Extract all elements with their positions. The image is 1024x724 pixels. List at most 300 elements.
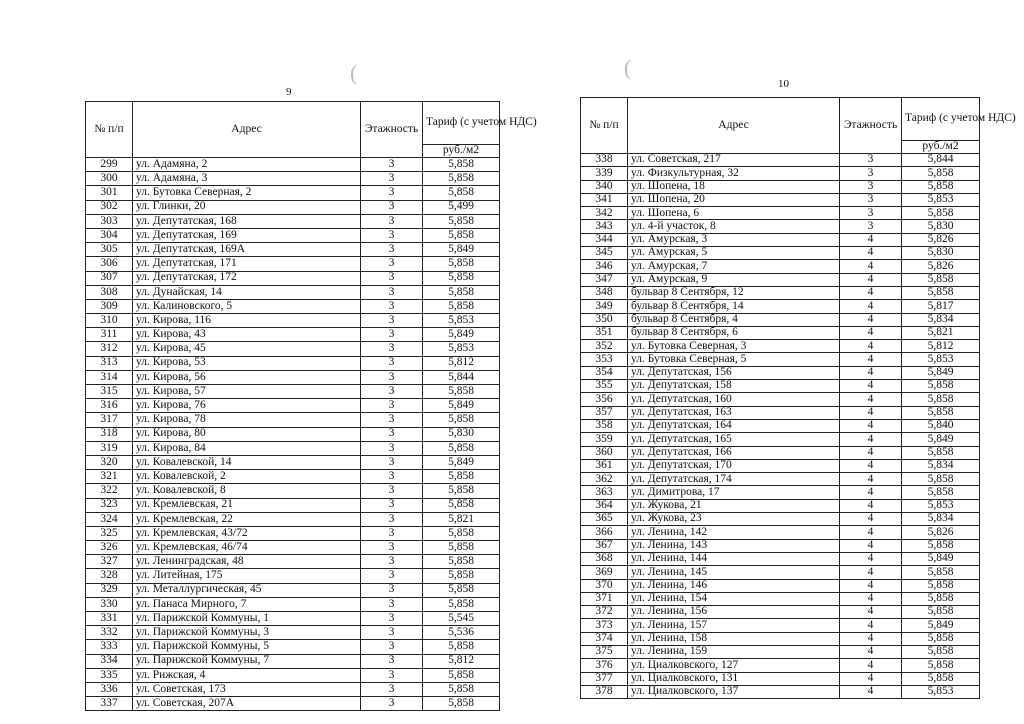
address-cell: ул. Депутатская, 169А: [133, 243, 361, 257]
address-cell: ул. Парижской Коммуны, 3: [133, 626, 361, 640]
row-number-cell: 316: [86, 399, 133, 413]
table-row: [581, 552, 980, 565]
table-row: [86, 654, 500, 668]
floors-cell: 3: [361, 555, 423, 569]
floors-cell: 3: [361, 271, 423, 285]
tariff-cell: 5,858: [902, 672, 980, 685]
tariff-cell: 5,844: [902, 154, 980, 167]
table-row: [86, 271, 500, 285]
row-number-cell: 302: [86, 200, 133, 214]
row-number-cell: 331: [86, 612, 133, 626]
row-number-cell: 320: [86, 455, 133, 469]
table-row: [581, 566, 980, 579]
row-number-cell: 375: [581, 645, 628, 658]
tariff-cell: 5,812: [423, 654, 500, 668]
row-number-cell: 373: [581, 619, 628, 632]
tariff-cell: 5,858: [423, 526, 500, 540]
table-row: [581, 286, 980, 299]
row-number-cell: 326: [86, 541, 133, 555]
address-cell: ул. Кирова, 57: [133, 385, 361, 399]
address-cell: бульвар 8 Сентября, 4: [628, 313, 840, 326]
floors-cell: 3: [361, 541, 423, 555]
floors-cell: 3: [361, 612, 423, 626]
address-cell: ул. Амурская, 3: [628, 233, 840, 246]
floors-cell: 4: [840, 233, 902, 246]
address-cell: ул. Ковалевской, 8: [133, 484, 361, 498]
table-row: [86, 583, 500, 597]
row-number-cell: 336: [86, 682, 133, 696]
table-row: [86, 257, 500, 271]
tariff-cell: 5,536: [423, 626, 500, 640]
address-cell: ул. Жукова, 21: [628, 499, 840, 512]
tariff-cell: 5,821: [423, 512, 500, 526]
tariff-cell: 5,858: [902, 406, 980, 419]
table-row: [86, 569, 500, 583]
row-number-cell: 310: [86, 314, 133, 328]
row-number-cell: 362: [581, 473, 628, 486]
row-number-cell: 308: [86, 285, 133, 299]
table-row: [86, 470, 500, 484]
floors-cell: 3: [361, 399, 423, 413]
row-number-cell: 313: [86, 356, 133, 370]
floors-cell: 3: [361, 654, 423, 668]
address-cell: ул. Кирова, 53: [133, 356, 361, 370]
address-cell: ул. Депутатская, 164: [628, 419, 840, 432]
floors-cell: 3: [361, 413, 423, 427]
row-number-cell: 369: [581, 566, 628, 579]
row-number-cell: 329: [86, 583, 133, 597]
floors-cell: 3: [361, 385, 423, 399]
floors-cell: 3: [361, 356, 423, 370]
tariff-cell: 5,830: [902, 247, 980, 260]
address-cell: ул. Советская, 173: [133, 682, 361, 696]
row-number-cell: 357: [581, 406, 628, 419]
address-cell: ул. Шопена, 18: [628, 180, 840, 193]
table-row: [86, 640, 500, 654]
address-cell: ул. Депутатская, 172: [133, 271, 361, 285]
header-num: № п/п: [581, 98, 628, 154]
table-row: [581, 499, 980, 512]
tariff-cell: 5,858: [423, 228, 500, 242]
row-number-cell: 305: [86, 243, 133, 257]
tariff-cell: 5,812: [423, 356, 500, 370]
row-number-cell: 341: [581, 193, 628, 206]
row-number-cell: 346: [581, 260, 628, 273]
table-row: [581, 353, 980, 366]
address-cell: ул. Ленина, 157: [628, 619, 840, 632]
address-cell: ул. Депутатская, 174: [628, 473, 840, 486]
table-row: [86, 555, 500, 569]
table-row: [581, 419, 980, 432]
address-cell: ул. Кирова, 43: [133, 328, 361, 342]
floors-cell: 3: [361, 370, 423, 384]
row-number-cell: 348: [581, 286, 628, 299]
address-cell: ул. Депутатская, 160: [628, 393, 840, 406]
tariff-cell: 5,858: [423, 498, 500, 512]
table-row: [581, 645, 980, 658]
tariff-cell: 5,858: [423, 186, 500, 200]
row-number-cell: 352: [581, 340, 628, 353]
row-number-cell: 337: [86, 697, 133, 711]
row-number-cell: 358: [581, 419, 628, 432]
floors-cell: 3: [361, 626, 423, 640]
row-number-cell: 330: [86, 597, 133, 611]
row-number-cell: 371: [581, 592, 628, 605]
floors-cell: 3: [361, 186, 423, 200]
table-row: [581, 233, 980, 246]
floors-cell: 3: [840, 193, 902, 206]
floors-cell: 4: [840, 579, 902, 592]
floors-cell: 3: [361, 597, 423, 611]
table-row: [581, 220, 980, 233]
floors-cell: 4: [840, 459, 902, 472]
tariff-table-page-10: [580, 97, 1016, 699]
address-cell: ул. Димитрова, 17: [628, 486, 840, 499]
table-row: [581, 513, 980, 526]
tariff-cell: 5,849: [902, 552, 980, 565]
tariff-cell: 5,858: [423, 385, 500, 399]
address-cell: ул. Бутовка Северная, 5: [628, 353, 840, 366]
tariff-cell: 5,853: [902, 353, 980, 366]
address-cell: ул. Парижской Коммуны, 7: [133, 654, 361, 668]
tariff-cell: 5,858: [423, 597, 500, 611]
tariff-cell: 5,858: [902, 645, 980, 658]
tariff-cell: 5,853: [902, 685, 980, 698]
address-cell: ул. Шопена, 20: [628, 193, 840, 206]
floors-cell: 4: [840, 353, 902, 366]
tariff-cell: 5,858: [423, 214, 500, 228]
table-row: [86, 370, 500, 384]
tariff-cell: 5,830: [902, 220, 980, 233]
tariff-cell: 5,849: [902, 366, 980, 379]
floors-cell: 3: [361, 214, 423, 228]
floors-cell: 3: [361, 427, 423, 441]
tariff-cell: 5,858: [902, 606, 980, 619]
tariff-cell: 5,817: [902, 300, 980, 313]
tariff-cell: 5,499: [423, 200, 500, 214]
tariff-cell: 5,858: [902, 380, 980, 393]
address-cell: ул. Рижская, 4: [133, 668, 361, 682]
tariff-cell: 5,858: [902, 659, 980, 672]
tariff-cell: 5,858: [423, 541, 500, 555]
address-cell: ул. Ленина, 156: [628, 606, 840, 619]
row-number-cell: 332: [86, 626, 133, 640]
tariff-cell: 5,830: [423, 427, 500, 441]
address-cell: ул. Депутатская, 168: [133, 214, 361, 228]
tariff-cell: 5,858: [423, 569, 500, 583]
tariff-cell: 5,844: [423, 370, 500, 384]
address-cell: ул. Кирова, 56: [133, 370, 361, 384]
address-cell: ул. Шопена, 6: [628, 207, 840, 220]
floors-cell: 3: [361, 682, 423, 696]
floors-cell: 3: [361, 455, 423, 469]
table-row: [581, 433, 980, 446]
address-cell: бульвар 8 Сентября, 12: [628, 286, 840, 299]
page-number-right: 10: [778, 78, 789, 90]
table-row: [581, 273, 980, 286]
floors-cell: 4: [840, 340, 902, 353]
table-row: [86, 455, 500, 469]
address-cell: ул. Ленина, 159: [628, 645, 840, 658]
row-number-cell: 350: [581, 313, 628, 326]
table-row: [86, 441, 500, 455]
row-number-cell: 306: [86, 257, 133, 271]
table-row: [581, 393, 980, 406]
floors-cell: 4: [840, 286, 902, 299]
row-number-cell: 309: [86, 299, 133, 313]
floors-cell: 4: [840, 326, 902, 339]
row-number-cell: 349: [581, 300, 628, 313]
tariff-cell: 5,858: [902, 592, 980, 605]
tariff-table-page-9: [85, 101, 537, 711]
floors-cell: 4: [840, 499, 902, 512]
tariff-cell: 5,545: [423, 612, 500, 626]
table-row: [86, 597, 500, 611]
table-row: [86, 484, 500, 498]
table-row: [581, 685, 980, 698]
floors-cell: 4: [840, 433, 902, 446]
floors-cell: 4: [840, 552, 902, 565]
row-number-cell: 324: [86, 512, 133, 526]
address-cell: ул. Адамяна, 2: [133, 158, 361, 172]
header-unit: руб./м2: [423, 145, 500, 158]
table-row: [86, 399, 500, 413]
table-row: [581, 446, 980, 459]
tariff-cell: 5,858: [423, 172, 500, 186]
address-cell: ул. Жукова, 23: [628, 513, 840, 526]
table-row: [581, 592, 980, 605]
table-row: [581, 326, 980, 339]
address-cell: ул. Советская, 217: [628, 154, 840, 167]
address-cell: ул. Советская, 207А: [133, 697, 361, 711]
floors-cell: 3: [361, 342, 423, 356]
address-cell: ул. Депутатская, 158: [628, 380, 840, 393]
tariff-cell: 5,834: [902, 459, 980, 472]
table-row: [86, 697, 500, 711]
table-row: [86, 158, 500, 172]
tariff-cell: 5,858: [902, 180, 980, 193]
table-row: [581, 579, 980, 592]
table-row: [86, 172, 500, 186]
row-number-cell: 322: [86, 484, 133, 498]
table-row: [581, 672, 980, 685]
tariff-cell: 5,849: [423, 243, 500, 257]
address-cell: ул. Депутатская, 171: [133, 257, 361, 271]
address-cell: ул. Кремлевская, 21: [133, 498, 361, 512]
table-row: [581, 606, 980, 619]
floors-cell: 4: [840, 446, 902, 459]
row-number-cell: 374: [581, 632, 628, 645]
address-cell: ул. Ленина, 158: [628, 632, 840, 645]
floors-cell: 3: [361, 441, 423, 455]
row-number-cell: 342: [581, 207, 628, 220]
floors-cell: 3: [361, 200, 423, 214]
tariff-cell: 5,849: [423, 399, 500, 413]
row-number-cell: 353: [581, 353, 628, 366]
scan-mark-left: (: [350, 60, 358, 85]
floors-cell: 3: [840, 207, 902, 220]
address-cell: ул. Циалковского, 127: [628, 659, 840, 672]
tariff-cell: 5,858: [423, 441, 500, 455]
table-row: [581, 313, 980, 326]
floors-cell: 4: [840, 300, 902, 313]
table-row: [581, 539, 980, 552]
address-cell: ул. Депутатская, 156: [628, 366, 840, 379]
floors-cell: 4: [840, 366, 902, 379]
tariff-cell: 5,826: [902, 233, 980, 246]
row-number-cell: 312: [86, 342, 133, 356]
row-number-cell: 377: [581, 672, 628, 685]
row-number-cell: 307: [86, 271, 133, 285]
row-number-cell: 363: [581, 486, 628, 499]
floors-cell: 4: [840, 313, 902, 326]
table-row: [581, 193, 980, 206]
row-number-cell: 340: [581, 180, 628, 193]
tariff-cell: 5,858: [423, 158, 500, 172]
table-row: [581, 486, 980, 499]
floors-cell: 3: [361, 158, 423, 172]
row-number-cell: 360: [581, 446, 628, 459]
floors-cell: 3: [361, 285, 423, 299]
table-row: [581, 167, 980, 180]
address-cell: ул. Ковалевской, 2: [133, 470, 361, 484]
row-number-cell: 303: [86, 214, 133, 228]
tariff-cell: 5,858: [902, 446, 980, 459]
tariff-cell: 5,858: [902, 579, 980, 592]
floors-cell: 3: [361, 569, 423, 583]
floors-cell: 4: [840, 513, 902, 526]
address-cell: ул. Депутатская, 165: [628, 433, 840, 446]
table-row: [581, 380, 980, 393]
table-row: [86, 228, 500, 242]
tariff-cell: 5,858: [423, 668, 500, 682]
row-number-cell: 311: [86, 328, 133, 342]
address-cell: ул. Амурская, 7: [628, 260, 840, 273]
row-number-cell: 325: [86, 526, 133, 540]
tariff-cell: 5,858: [423, 470, 500, 484]
address-cell: ул. Адамяна, 3: [133, 172, 361, 186]
table-row: [581, 473, 980, 486]
floors-cell: 3: [840, 180, 902, 193]
row-number-cell: 335: [86, 668, 133, 682]
address-cell: ул. Металлургическая, 45: [133, 583, 361, 597]
row-number-cell: 334: [86, 654, 133, 668]
address-cell: ул. Дунайская, 14: [133, 285, 361, 299]
table-row: [86, 342, 500, 356]
floors-cell: 3: [361, 314, 423, 328]
row-number-cell: 300: [86, 172, 133, 186]
address-cell: ул. Парижской Коммуны, 5: [133, 640, 361, 654]
tariff-cell: 5,849: [902, 619, 980, 632]
floors-cell: 4: [840, 486, 902, 499]
table-row: [581, 340, 980, 353]
row-number-cell: 372: [581, 606, 628, 619]
tariff-cell: 5,858: [423, 583, 500, 597]
row-number-cell: 327: [86, 555, 133, 569]
header-address: Адрес: [628, 98, 840, 154]
floors-cell: 4: [840, 592, 902, 605]
row-number-cell: 328: [86, 569, 133, 583]
table-row: [86, 626, 500, 640]
row-number-cell: 315: [86, 385, 133, 399]
table-row: [581, 260, 980, 273]
table-row: [581, 300, 980, 313]
address-cell: ул. Ленинградская, 48: [133, 555, 361, 569]
address-cell: ул. Депутатская, 166: [628, 446, 840, 459]
row-number-cell: 370: [581, 579, 628, 592]
table-row: [86, 526, 500, 540]
row-number-cell: 365: [581, 513, 628, 526]
floors-cell: 3: [361, 228, 423, 242]
address-cell: ул. Калиновского, 5: [133, 299, 361, 313]
floors-cell: 4: [840, 380, 902, 393]
table-row: [581, 526, 980, 539]
tariff-cell: 5,858: [902, 207, 980, 220]
address-cell: ул. Ленина, 144: [628, 552, 840, 565]
tariff-cell: 5,840: [902, 419, 980, 432]
floors-cell: 4: [840, 473, 902, 486]
address-cell: бульвар 8 Сентября, 6: [628, 326, 840, 339]
tariff-cell: 5,858: [423, 271, 500, 285]
row-number-cell: 338: [581, 154, 628, 167]
floors-cell: 3: [361, 299, 423, 313]
tariff-cell: 5,858: [902, 167, 980, 180]
row-number-cell: 304: [86, 228, 133, 242]
address-cell: ул. Кремлевская, 46/74: [133, 541, 361, 555]
tariff-cell: 5,812: [902, 340, 980, 353]
floors-cell: 4: [840, 632, 902, 645]
table-row: [581, 247, 980, 260]
address-cell: ул. Кирова, 78: [133, 413, 361, 427]
floors-cell: 4: [840, 566, 902, 579]
header-floors: Этажность: [361, 102, 423, 158]
table-row: [581, 154, 980, 167]
row-number-cell: 344: [581, 233, 628, 246]
floors-cell: 3: [361, 583, 423, 597]
table-row: [581, 619, 980, 632]
address-cell: ул. Ленина, 145: [628, 566, 840, 579]
floors-cell: 3: [361, 697, 423, 711]
row-number-cell: 347: [581, 273, 628, 286]
floors-cell: 4: [840, 393, 902, 406]
tariff-cell: 5,858: [902, 393, 980, 406]
table-row: [581, 632, 980, 645]
address-cell: ул. Панаса Мирного, 7: [133, 597, 361, 611]
row-number-cell: 345: [581, 247, 628, 260]
table-row: [86, 385, 500, 399]
row-number-cell: 359: [581, 433, 628, 446]
scan-mark-right: (: [624, 55, 632, 80]
address-cell: ул. Депутатская, 163: [628, 406, 840, 419]
floors-cell: 3: [361, 512, 423, 526]
floors-cell: 4: [840, 539, 902, 552]
table-row: [86, 413, 500, 427]
row-number-cell: 343: [581, 220, 628, 233]
table-row: [86, 498, 500, 512]
floors-cell: 4: [840, 685, 902, 698]
row-number-cell: 319: [86, 441, 133, 455]
tariff-cell: 5,858: [423, 697, 500, 711]
tariff-cell: 5,858: [902, 566, 980, 579]
row-number-cell: 376: [581, 659, 628, 672]
table-row: [86, 512, 500, 526]
tariff-cell: 5,858: [902, 539, 980, 552]
table-row: [86, 612, 500, 626]
address-cell: ул. Ленина, 142: [628, 526, 840, 539]
floors-cell: 4: [840, 672, 902, 685]
tariff-cell: 5,834: [902, 313, 980, 326]
address-cell: ул. Депутатская, 170: [628, 459, 840, 472]
